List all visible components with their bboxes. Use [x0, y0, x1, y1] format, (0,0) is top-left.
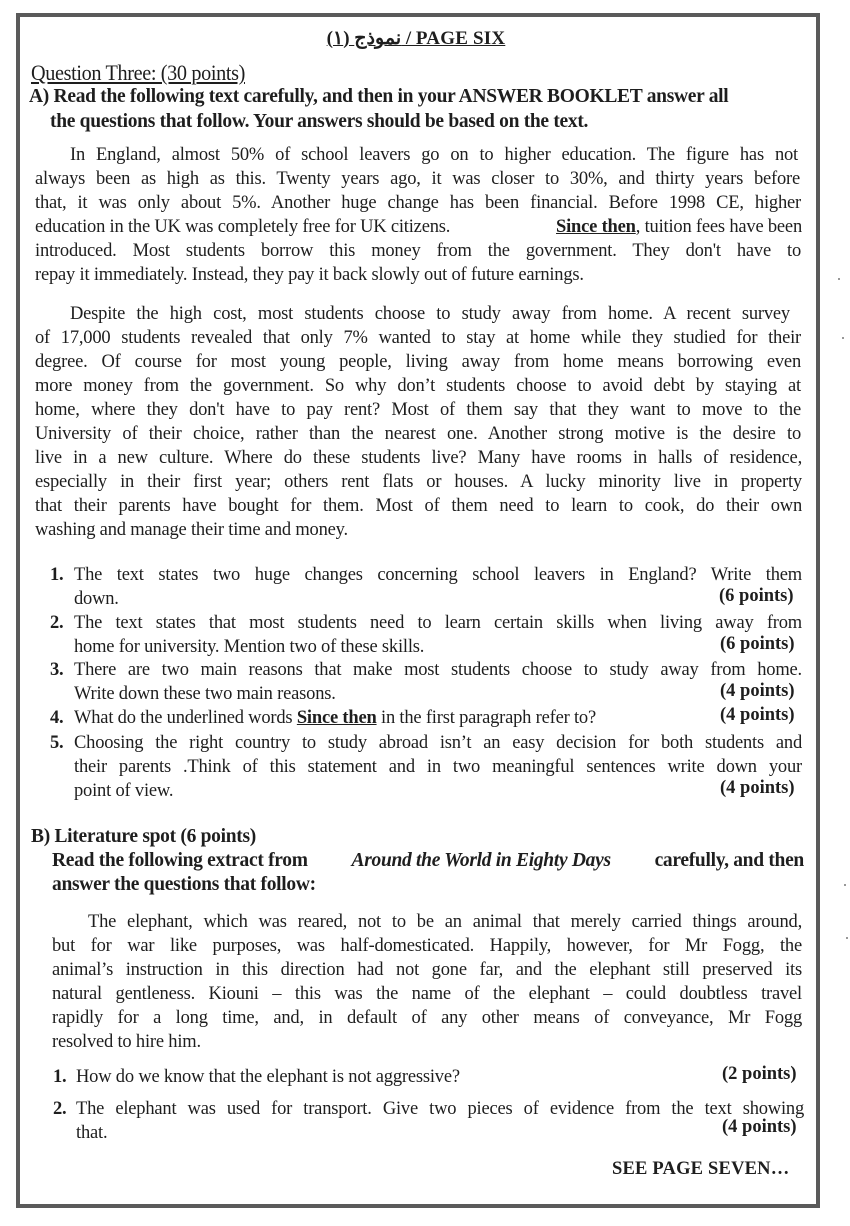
paragraph-line: of 17,000 students revealed that only 7% wanted to stay at home while they studied for their: [35, 328, 801, 348]
question-number: 2.: [50, 613, 64, 633]
scan-speck: [842, 337, 844, 339]
section-b-instruction-line2: answer the questions that follow:: [52, 874, 316, 895]
question-text: The text states that most students need to learn certain skills when living away from: [74, 613, 802, 633]
question-points: (4 points): [722, 1117, 797, 1137]
book-title: Around the World in Eighty Days: [351, 850, 611, 871]
paragraph-line: live in a new culture. Where do these students live? Many have rooms in halls of residence,: [35, 448, 802, 468]
instruction-text: Read the following extract from: [52, 850, 308, 871]
paragraph-line: Despite the high cost, most students choose to study away from home. A recent survey: [70, 304, 790, 324]
question-points: (4 points): [720, 705, 795, 725]
question-text: home for university. Mention two of these skills.: [74, 637, 425, 657]
question-text-after: in the first paragraph refer to?: [381, 708, 596, 728]
question-points: (6 points): [720, 634, 795, 654]
extract-line: rapidly for a long time, and, in default of any other means of conveyance, Mr Fogg: [52, 1008, 802, 1028]
question-text: Write down these two main reasons.: [74, 684, 336, 704]
question-text: The elephant was used for transport. Give two pieces of evidence from the text showing: [76, 1099, 804, 1119]
question-number: 1.: [53, 1067, 67, 1087]
paragraph-text: , tuition fees have been: [635, 217, 802, 237]
paragraph-line: more money from the government. So why don’t students choose to avoid debt by staying at: [35, 376, 801, 396]
underlined-phrase: Since then: [296, 708, 377, 728]
paragraph-line: [35, 215, 802, 240]
section-b-title: B) Literature spot (6 points): [31, 826, 256, 847]
question-text: Choosing the right country to study abroad isn’t an easy decision for both students and: [74, 733, 802, 753]
section-a-instruction-line1: A) Read the following text carefully, and then in your ANSWER BOOKLET answer all: [29, 86, 729, 107]
paragraph-line: repay it immediately. Instead, they pay it back slowly out of future earnings.: [35, 265, 584, 285]
paragraph-line: especially in their first year; others rent flats or houses. A lucky minority live in property: [35, 472, 802, 492]
paragraph-line: In England, almost 50% of school leavers go on to higher education. The figure has not: [70, 145, 798, 165]
question-text: that.: [76, 1123, 108, 1143]
section-b-instruction-line1: [52, 850, 804, 872]
scan-speck: [846, 937, 848, 939]
extract-line: The elephant, which was reared, not to be an animal that merely carried things around,: [88, 912, 802, 932]
underlined-phrase: Since then: [556, 217, 636, 237]
scan-speck: [844, 884, 846, 886]
paragraph-line: always been as high as this. Twenty years ago, it was closer to 30%, and thirty years before: [35, 169, 800, 189]
question-text: How do we know that the elephant is not aggressive?: [76, 1067, 460, 1087]
question-number: 3.: [50, 660, 64, 680]
section-a-instruction-line2: the questions that follow. Your answers should be based on the text.: [50, 111, 589, 132]
question-text: point of view.: [74, 781, 174, 801]
scan-speck: [838, 278, 840, 280]
question-points: (6 points): [719, 586, 794, 606]
question-text: their parents .Think of this statement and in two meaningful sentences write down your: [74, 757, 802, 777]
paragraph-text: education in the UK was completely free for UK citizens.: [35, 217, 451, 237]
question-text-before: What do the underlined words: [74, 708, 293, 728]
question-points: (4 points): [720, 681, 795, 701]
paragraph-line: home, where they don't have to pay rent? Most of them say that they want to move to the: [35, 400, 801, 420]
instruction-text: carefully, and then: [654, 850, 804, 871]
question-text: down.: [74, 589, 119, 609]
page-header: (١) نموذج / PAGE SIX: [326, 28, 506, 49]
question-points: (4 points): [720, 778, 795, 798]
question-text: There are two main reasons that make most students choose to study away from home.: [74, 660, 802, 680]
question-text: [74, 706, 596, 731]
question-title: Question Three: (30 points): [31, 60, 245, 85]
paragraph-line: degree. Of course for most young people, living away from home means borrowing even: [35, 352, 801, 372]
question-number: 4.: [50, 708, 64, 728]
paragraph-line: University of their choice, rather than the nearest one. Another strong motive is the desire to: [35, 424, 801, 444]
extract-line: animal’s instruction in this direction had not gone far, and the elephant still preserved its: [52, 960, 802, 980]
question-points: (2 points): [722, 1064, 797, 1084]
question-number: 5.: [50, 733, 64, 753]
extract-line: natural gentleness. Kiouni – this was the name of the elephant – could doubtless travel: [52, 984, 802, 1004]
paragraph-line: that, it was only about 5%. Another huge change has been financial. Before 1998 CE, higher: [35, 193, 801, 213]
question-text: The text states two huge changes concerning school leavers in England? Write them: [74, 565, 802, 585]
see-next-page: SEE PAGE SEVEN…: [612, 1159, 790, 1179]
paragraph-line: that their parents have bought for them. Most of them need to learn to cook, do their own: [35, 496, 802, 516]
question-number: 2.: [53, 1099, 67, 1119]
extract-line: resolved to hire him.: [52, 1032, 201, 1052]
extract-line: but for war like purposes, was half-domesticated. Happily, however, for Mr Fogg, the: [52, 936, 802, 956]
paragraph-line: washing and manage their time and money.: [35, 520, 348, 540]
paragraph-line: introduced. Most students borrow this money from the government. They don't have to: [35, 241, 801, 261]
question-number: 1.: [50, 565, 64, 585]
